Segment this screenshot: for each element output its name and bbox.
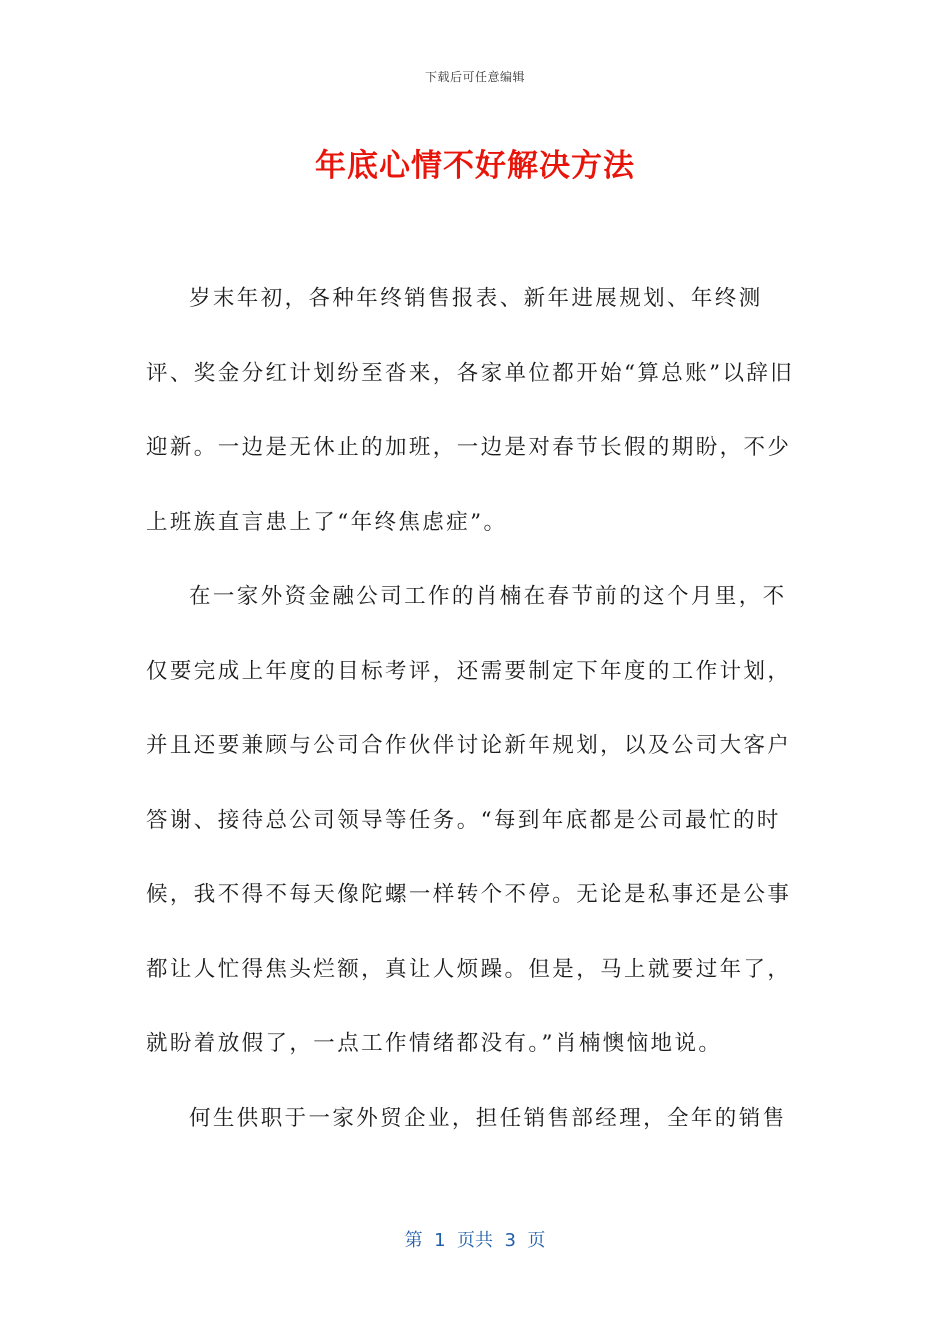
paragraph: 岁末年初，各种年终销售报表、新年进展规划、年终测评、奖金分红计划纷至沓来，各家单位都开始“算总账”以辞旧迎新。一边是无休止的加班，一边是对春节长假的期盼，不少上班族直言患上了“年终焦虑症”。: [146, 286, 795, 535]
header-note: 下载后可任意编辑: [424, 70, 525, 84]
paragraph: 在一家外资金融公司工作的肖楠在春节前的这个月里，不仅要完成上年度的目标考评，还需要制定下年度的工作计划，并且还要兼顾与公司合作伙伴讨论新年规划，以及公司大客户答谢、接待总公司领导等任务。“每到年底都是公司最忙的时候，我不得不每天像陀螺一样转个不停。无论是私事还是公事都让人忙得焦头烂额，真让人烦躁。但是，马上就要过年了，就盼着放假了，一点工作情绪都没有。”肖楠懊恼地说。: [146, 584, 792, 1056]
paragraph: 何生供职于一家外贸企业，担任销售部经理，全年的销售: [189, 1105, 787, 1131]
document-title: 年底心情不好解决方法: [315, 148, 635, 184]
document-body: [146, 262, 796, 1156]
page-number-footer: 第 1 页共 3 页: [404, 1230, 546, 1251]
